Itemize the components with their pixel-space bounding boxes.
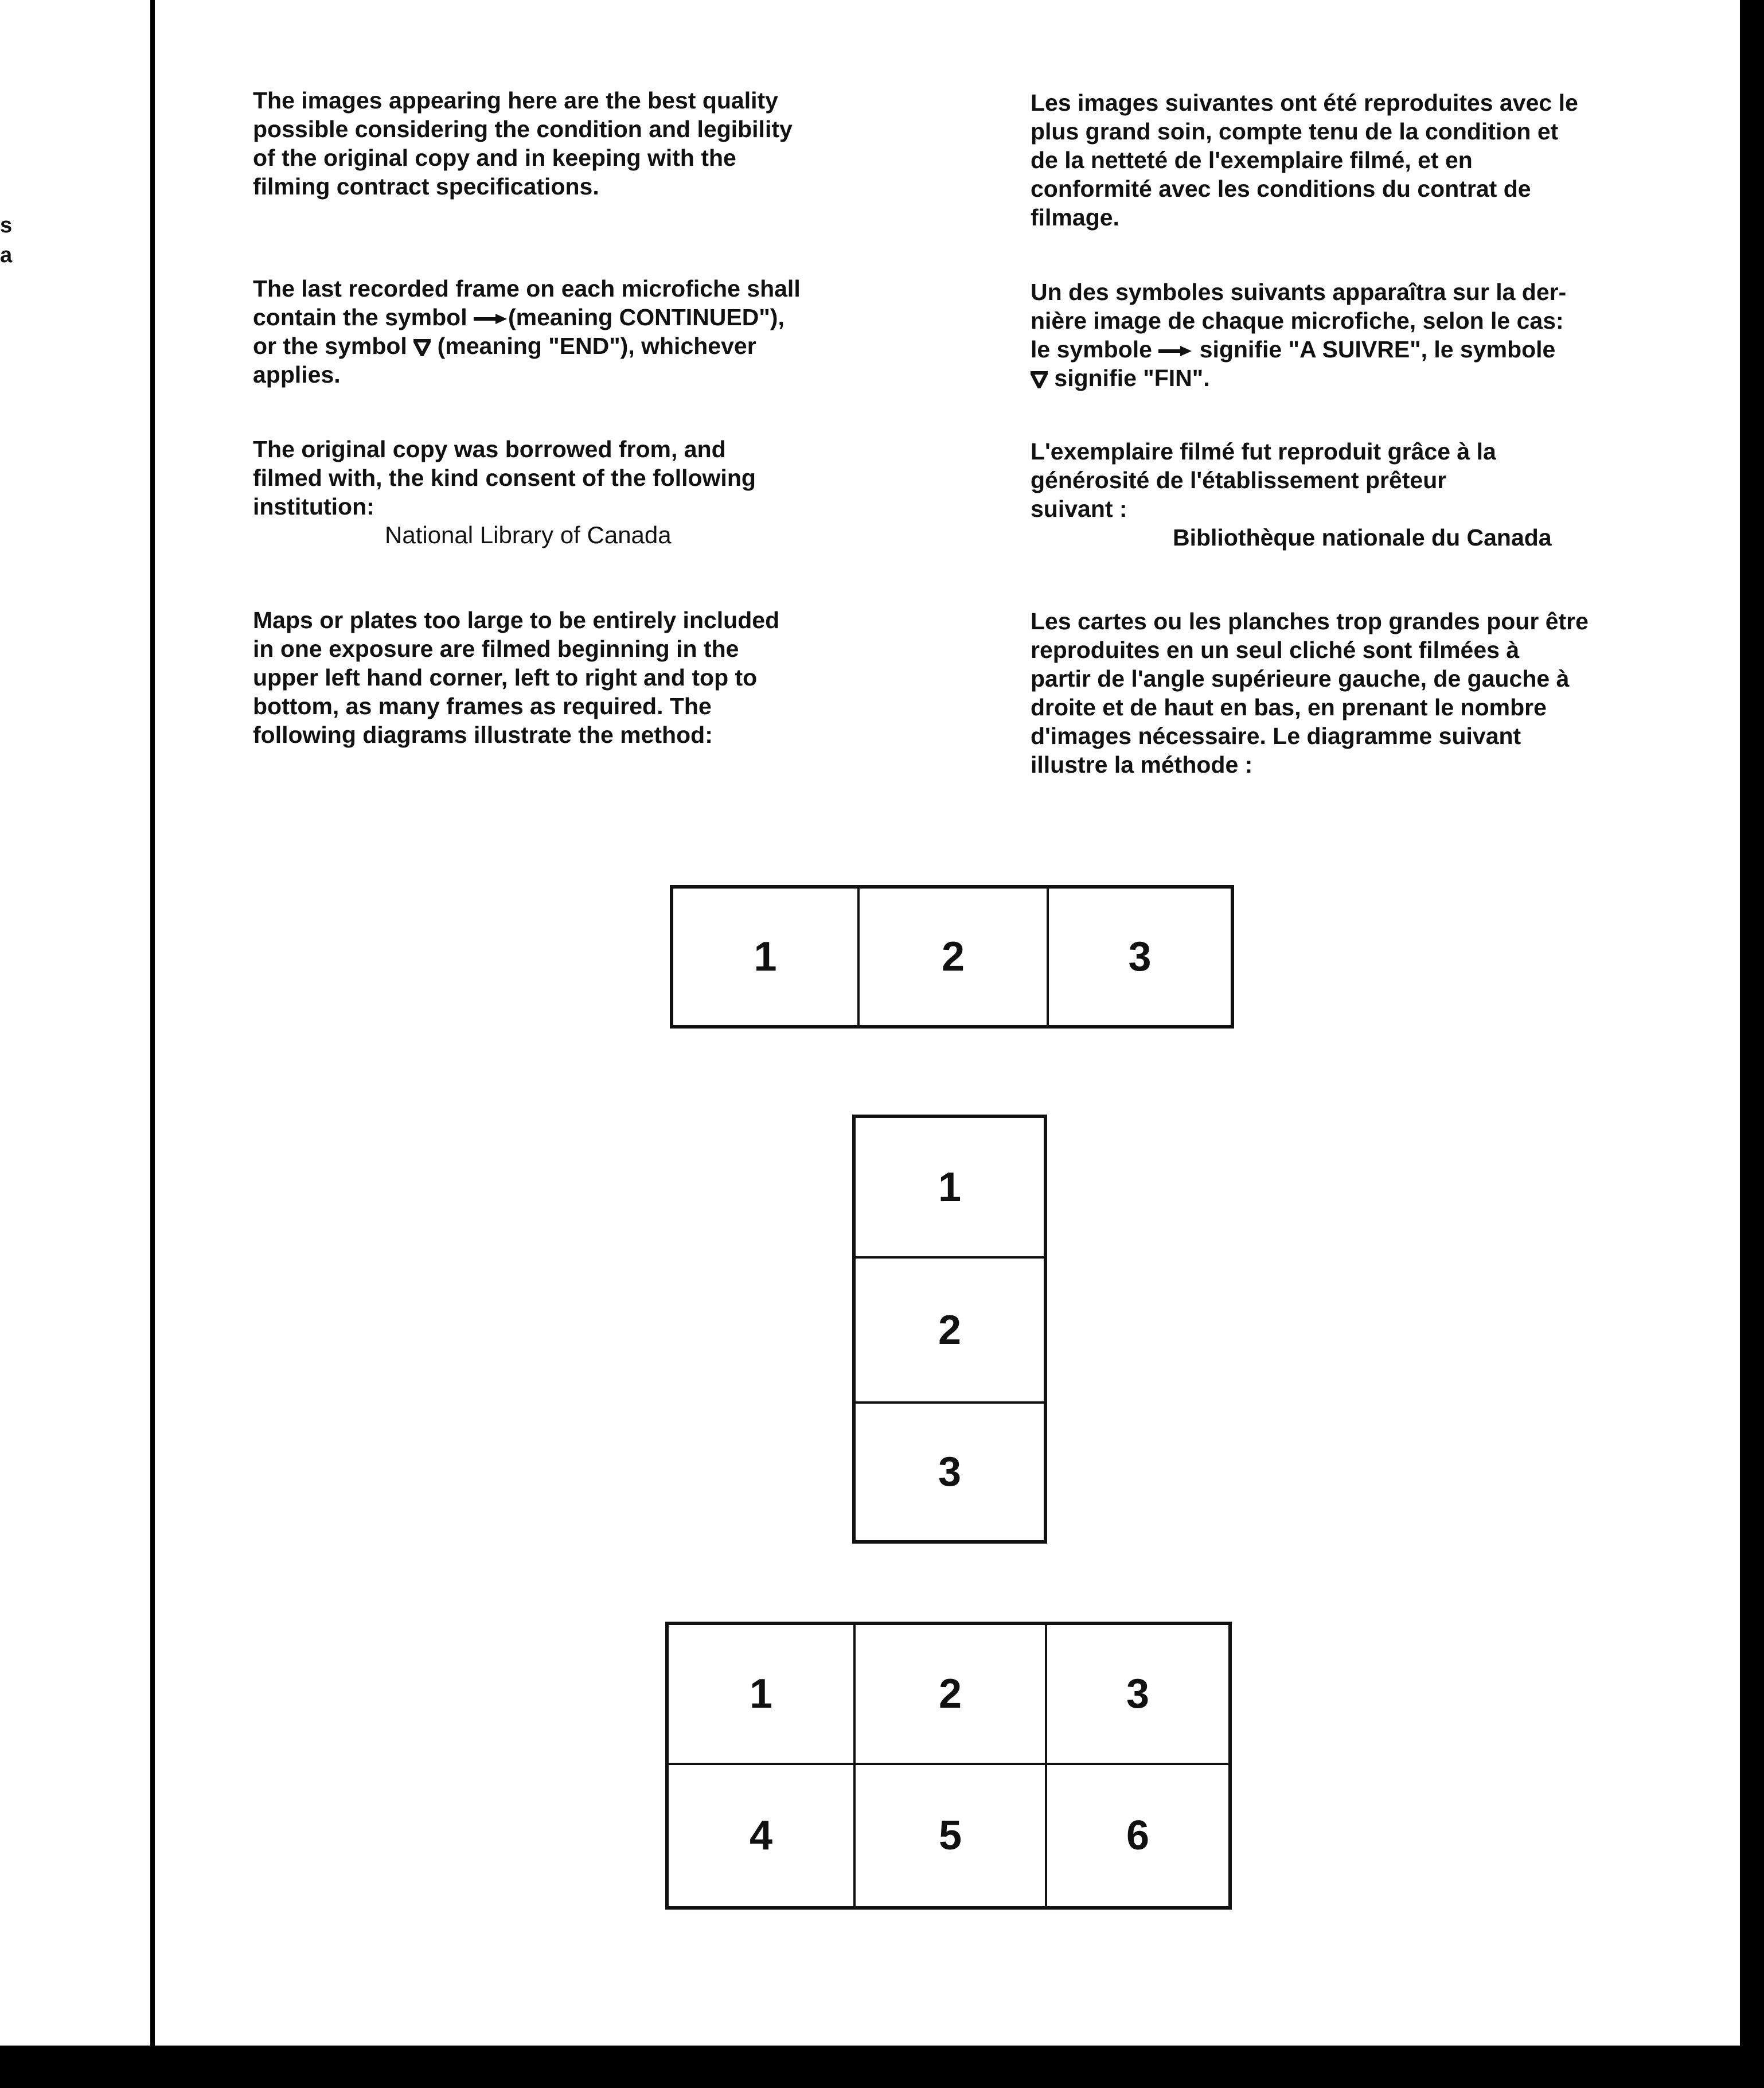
english-symbols-paragraph bbox=[253, 274, 801, 389]
text-line: filming contract specifications. bbox=[253, 173, 599, 200]
text-line: Un des symboles suivants apparaîtra sur la der- bbox=[1031, 279, 1567, 305]
text-fragment: or the symbol bbox=[253, 333, 414, 359]
english-maps-paragraph bbox=[253, 606, 779, 749]
text-line: applies. bbox=[253, 361, 341, 388]
text-fragment: contain the symbol bbox=[253, 304, 474, 330]
text-line: plus grand soin, compte tenu de la condition et bbox=[1031, 118, 1559, 145]
text-line: suivant : bbox=[1031, 496, 1127, 522]
text-line: droite et de haut en bas, en prenant le nombre bbox=[1031, 694, 1547, 720]
text-line: of the original copy and in keeping with the bbox=[253, 145, 736, 171]
text-line: Les images suivantes ont été reproduites avec le bbox=[1031, 89, 1578, 116]
text-line bbox=[253, 303, 801, 332]
text-fragment: signifie "FIN". bbox=[1048, 365, 1210, 391]
diagram-cell: 1 bbox=[754, 934, 777, 980]
diagram-cell: 2 bbox=[938, 1307, 962, 1353]
continued-arrow-icon bbox=[474, 313, 508, 325]
text-line bbox=[253, 332, 801, 360]
text-line: filmed with, the kind consent of the following bbox=[253, 465, 756, 491]
french-borrowed-paragraph bbox=[1031, 437, 1552, 552]
text-line: possible considering the condition and legibility bbox=[253, 116, 793, 142]
text-line: institution: bbox=[253, 493, 374, 520]
text-line: Les cartes ou les planches trop grandes pour être bbox=[1031, 608, 1589, 634]
text-fragment: signifie "A SUIVRE", le symbole bbox=[1193, 336, 1556, 363]
end-triangle-icon bbox=[413, 339, 431, 356]
text-line: L'exemplaire filmé fut reproduit grâce à la bbox=[1031, 438, 1496, 465]
english-borrowed-paragraph bbox=[253, 435, 756, 550]
text-line: nière image de chaque microfiche, selon le cas: bbox=[1031, 307, 1564, 334]
text-line: partir de l'angle supérieure gauche, de gauche à bbox=[1031, 665, 1570, 692]
diagram-cell: 1 bbox=[938, 1164, 962, 1210]
text-fragment: (meaning "END"), whichever bbox=[431, 333, 756, 359]
text-line: in one exposure are filmed beginning in the bbox=[253, 636, 739, 662]
text-line: upper left hand corner, left to right and top to bbox=[253, 664, 758, 691]
diagram-cell: 6 bbox=[1126, 1813, 1150, 1859]
continued-arrow-icon bbox=[1158, 345, 1193, 357]
institution-name: National Library of Canada bbox=[385, 521, 672, 548]
text-line bbox=[1031, 335, 1566, 364]
text-line: filmage. bbox=[1031, 204, 1119, 231]
text-line: The original copy was borrowed from, and bbox=[253, 436, 726, 462]
text-line: illustre la méthode : bbox=[1031, 751, 1253, 778]
diagram-cell: 3 bbox=[938, 1449, 962, 1495]
diagram-column bbox=[852, 1115, 1047, 1544]
text-line: conformité avec les conditions du contrat de bbox=[1031, 176, 1531, 202]
text-line: following diagrams illustrate the method: bbox=[253, 722, 713, 748]
text-fragment: (meaning CONTINUED"), bbox=[508, 304, 785, 330]
french-maps-paragraph bbox=[1031, 607, 1589, 779]
text-line: générosité de l'établissement prêteur bbox=[1031, 467, 1447, 493]
text-line: de la netteté de l'exemplaire filmé, et en bbox=[1031, 147, 1473, 173]
diagram-cell: 3 bbox=[1126, 1671, 1150, 1717]
text-line: d'images nécessaire. Le diagramme suivant bbox=[1031, 723, 1521, 749]
french-symbols-paragraph bbox=[1031, 278, 1566, 392]
adjacent-page-strip bbox=[0, 0, 150, 2046]
english-quality-paragraph bbox=[253, 86, 793, 201]
diagram-cell: 4 bbox=[749, 1813, 773, 1859]
diagram-cell: 2 bbox=[938, 1671, 962, 1717]
text-line: Maps or plates too large to be entirely included bbox=[253, 607, 780, 633]
french-quality-paragraph bbox=[1031, 88, 1578, 232]
adjacent-page-char: s bbox=[0, 213, 13, 237]
adjacent-page-char: a bbox=[0, 243, 13, 267]
diagram-cell: 5 bbox=[938, 1813, 962, 1859]
text-line: bottom, as many frames as required. The bbox=[253, 693, 712, 719]
text-line: The images appearing here are the best quality bbox=[253, 87, 778, 114]
end-triangle-icon bbox=[1031, 371, 1048, 388]
diagram-cell: 3 bbox=[1128, 934, 1152, 980]
institution-name: Bibliothèque nationale du Canada bbox=[1173, 524, 1552, 551]
diagram-cell: 2 bbox=[941, 934, 965, 980]
diagram-row bbox=[670, 885, 1234, 1029]
text-line bbox=[1031, 364, 1566, 392]
diagram-cell: 1 bbox=[749, 1671, 773, 1717]
text-line: The last recorded frame on each microfiche shall bbox=[253, 275, 801, 302]
diagram-grid bbox=[665, 1622, 1232, 1910]
text-line: reproduites en un seul cliché sont filmées à bbox=[1031, 637, 1520, 663]
text-fragment: le symbole bbox=[1031, 336, 1159, 363]
target-page bbox=[155, 0, 1740, 2046]
